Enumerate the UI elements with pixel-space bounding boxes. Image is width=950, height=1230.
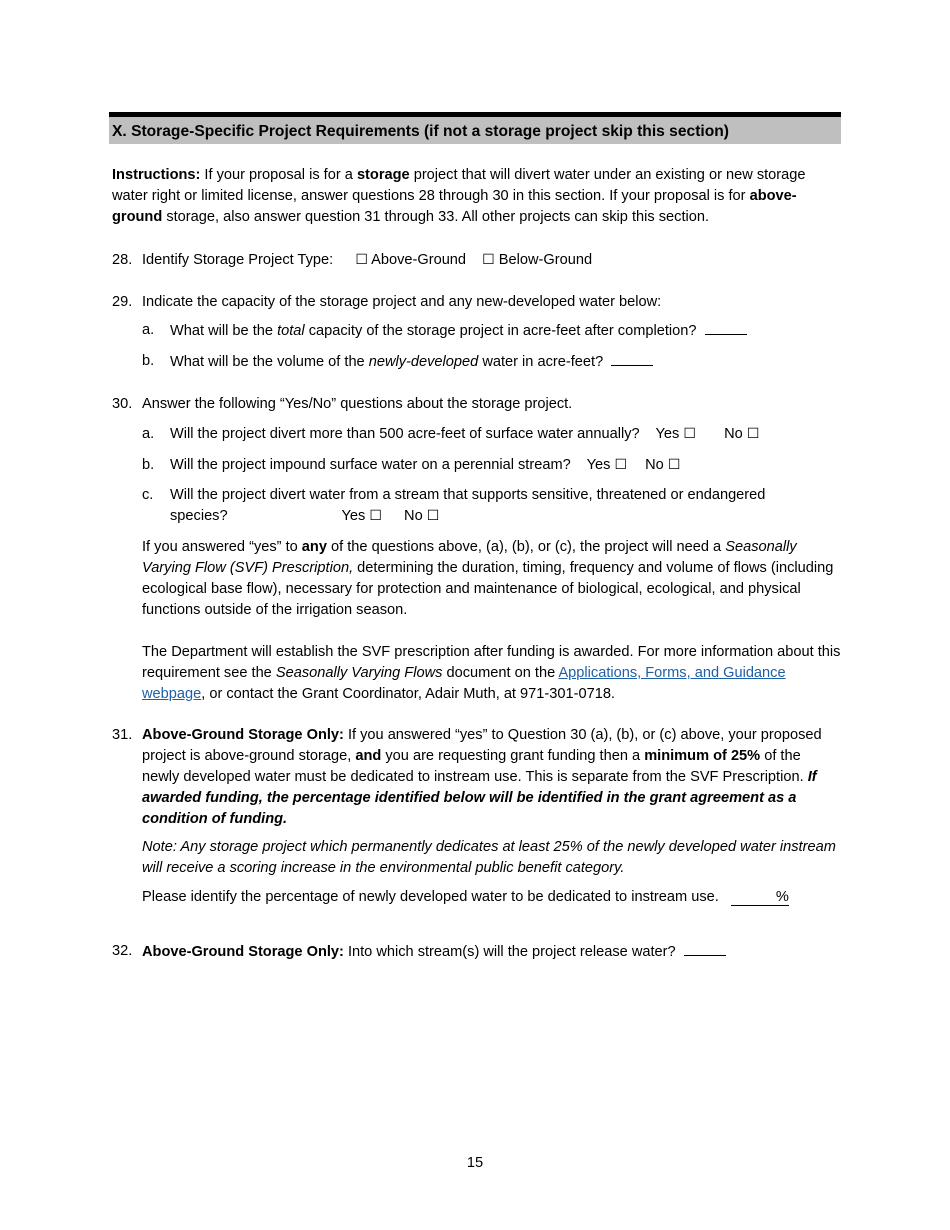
question-30b: b. Will the project impound surface water on a perennial stream? Yes ☐ No ☐ — [142, 457, 681, 473]
q30b-yes-checkbox[interactable]: ☐ — [614, 457, 628, 473]
question-28: 28. Identify Storage Project Type: ☐ Above-Ground ☐ Below-Ground — [112, 252, 593, 268]
question-30c: c. Will the project divert water from a stream that supports sensitive, threatened or endangered species? Yes ☐ No ☐ — [142, 487, 766, 524]
q30c-yes-checkbox[interactable]: ☐ — [369, 508, 382, 524]
question-31-text: Above-Ground Storage Only: If you answered “yes” to Question 30 (a), (b), or (c) above, your proposed project is above-ground storage, and you are requesting grant funding then a minimum of 25% of the newly developed water must be dedicated to instream use. This is separate from the SVF Prescription. If awarded funding, the percentage identified below will be identified in the grant agreement as a condition of funding. — [142, 727, 822, 827]
guidance-webpage-link[interactable]: Applications, Forms, and Guidance webpage — [142, 665, 786, 702]
above-ground-label: Above-Ground — [371, 252, 467, 268]
percentage-row: Please identify the percentage of newly developed water to be dedicated to instream use. % — [142, 889, 789, 905]
svf-paragraph: If you answered “yes” to any of the questions above, (a), (b), or (c), the project will need a Seasonally Varying Flow (SVF) Prescription, determining the duration, timing, frequency and volume of flows (including ecological base flow), necessary for protection and maintenance of biological, ecological, and physical functions outside of the irrigation season. — [142, 539, 834, 618]
question-29b: b. What will be the volume of the newly-developed water in acre-feet? — [142, 351, 841, 373]
form-page — [109, 112, 841, 963]
question-31: 31. Above-Ground Storage Only: If you answered “yes” to Question 30 (a), (b), or (c) above, your proposed project is above-ground storage, and you are requesting grant funding then a minimum of 25% of the newly developed water must be dedicated to instream use. This is separate from the SVF Prescription. If awarded funding, the percentage identified below will be identified in the grant agreement as a condition of funding. Note: Any storage project which permanently dedicates at least 25% of the newly developed water instream will receive a scoring increase in the environmental public benefit category. Please identify the percentage of newly developed water to be dedicated to instream use. % — [112, 725, 841, 908]
instream-percentage-field[interactable]: % — [731, 889, 789, 906]
page-number: 15 — [466, 1155, 484, 1171]
total-capacity-field[interactable] — [705, 320, 747, 335]
above-ground-checkbox[interactable]: ☐ — [355, 252, 368, 268]
question-29a: a. What will be the total capacity of the storage project in acre-feet after completion? — [142, 320, 841, 342]
q30a-yes-checkbox[interactable]: ☐ — [683, 426, 696, 442]
scoring-note: Note: Any storage project which permanently dedicates at least 25% of the newly developed water instream will receive a scoring increase in the environmental public benefit category. — [142, 839, 836, 876]
department-paragraph: The Department will establish the SVF prescription after funding is awarded. For more information about this requirement see the Seasonally Varying Flows document on the Applications, Forms, and Guidance webpage, or contact the Grant Coordinator, Adair Muth, at 971-301-0718. — [142, 644, 841, 702]
question-30: 30. Answer the following “Yes/No” questions about the storage project. a. Will the project divert more than 500 acre-feet of surface water annually? Yes ☐ No ☐ b. Will the project impound surface water on a perennial stream? Yes ☐ No ☐ c. Will the project divert water from a stream that supports sensitive, threatened or endangered species? Yes ☐ No ☐ If you answered “yes” to any of the questions above, (a), (b), or (c), the project will need a Seasonally Varying Flow (SVF) Prescription, determining the duration, timing, frequency and volume of flows (including ecological base flow), necessary for protection and maintenance of biological, ecological, and physical functions outside of the irrigation season. The Department will establish the SVF prescription after funding is awarded. For more information about this requirement see the Seasonally Varying Flows document on the Applications, Forms, and Guidance webpage, or contact the Grant Coordinator, Adair Muth, at 971-301-0718. — [112, 394, 841, 705]
q30a-no-checkbox[interactable]: ☐ — [746, 426, 760, 442]
below-ground-label: Below-Ground — [498, 252, 593, 268]
q30b-no-checkbox[interactable]: ☐ — [667, 457, 681, 473]
question-29: 29. Indicate the capacity of the storage project and any new-developed water below: a. What will be the total capacity of the storage project in acre-feet after completion? b. What will be the volume of the newly-developed water in acre-feet? — [112, 292, 841, 373]
q30c-no-checkbox[interactable]: ☐ — [426, 508, 440, 524]
below-ground-checkbox[interactable]: ☐ — [482, 252, 495, 268]
question-30a: a. Will the project divert more than 500 acre-feet of surface water annually? Yes ☐ No ☐ — [142, 426, 760, 442]
instructions-paragraph: Instructions: If your proposal is for a storage project that will divert water under an existing or new storage water right or limited license, answer questions 28 through 30 in this section. If your proposal is for above-ground storage, also answer question 31 through 33. All other projects can skip this section. — [112, 167, 806, 225]
section-header: X. Storage-Specific Project Requirements (if not a storage project skip this section) — [109, 112, 841, 144]
question-32: 32. Above-Ground Storage Only: Into which stream(s) will the project release water? — [112, 941, 841, 963]
newly-developed-volume-field[interactable] — [611, 351, 653, 366]
release-stream-field[interactable] — [684, 941, 726, 956]
question-28-text: Identify Storage Project Type: — [142, 252, 334, 268]
